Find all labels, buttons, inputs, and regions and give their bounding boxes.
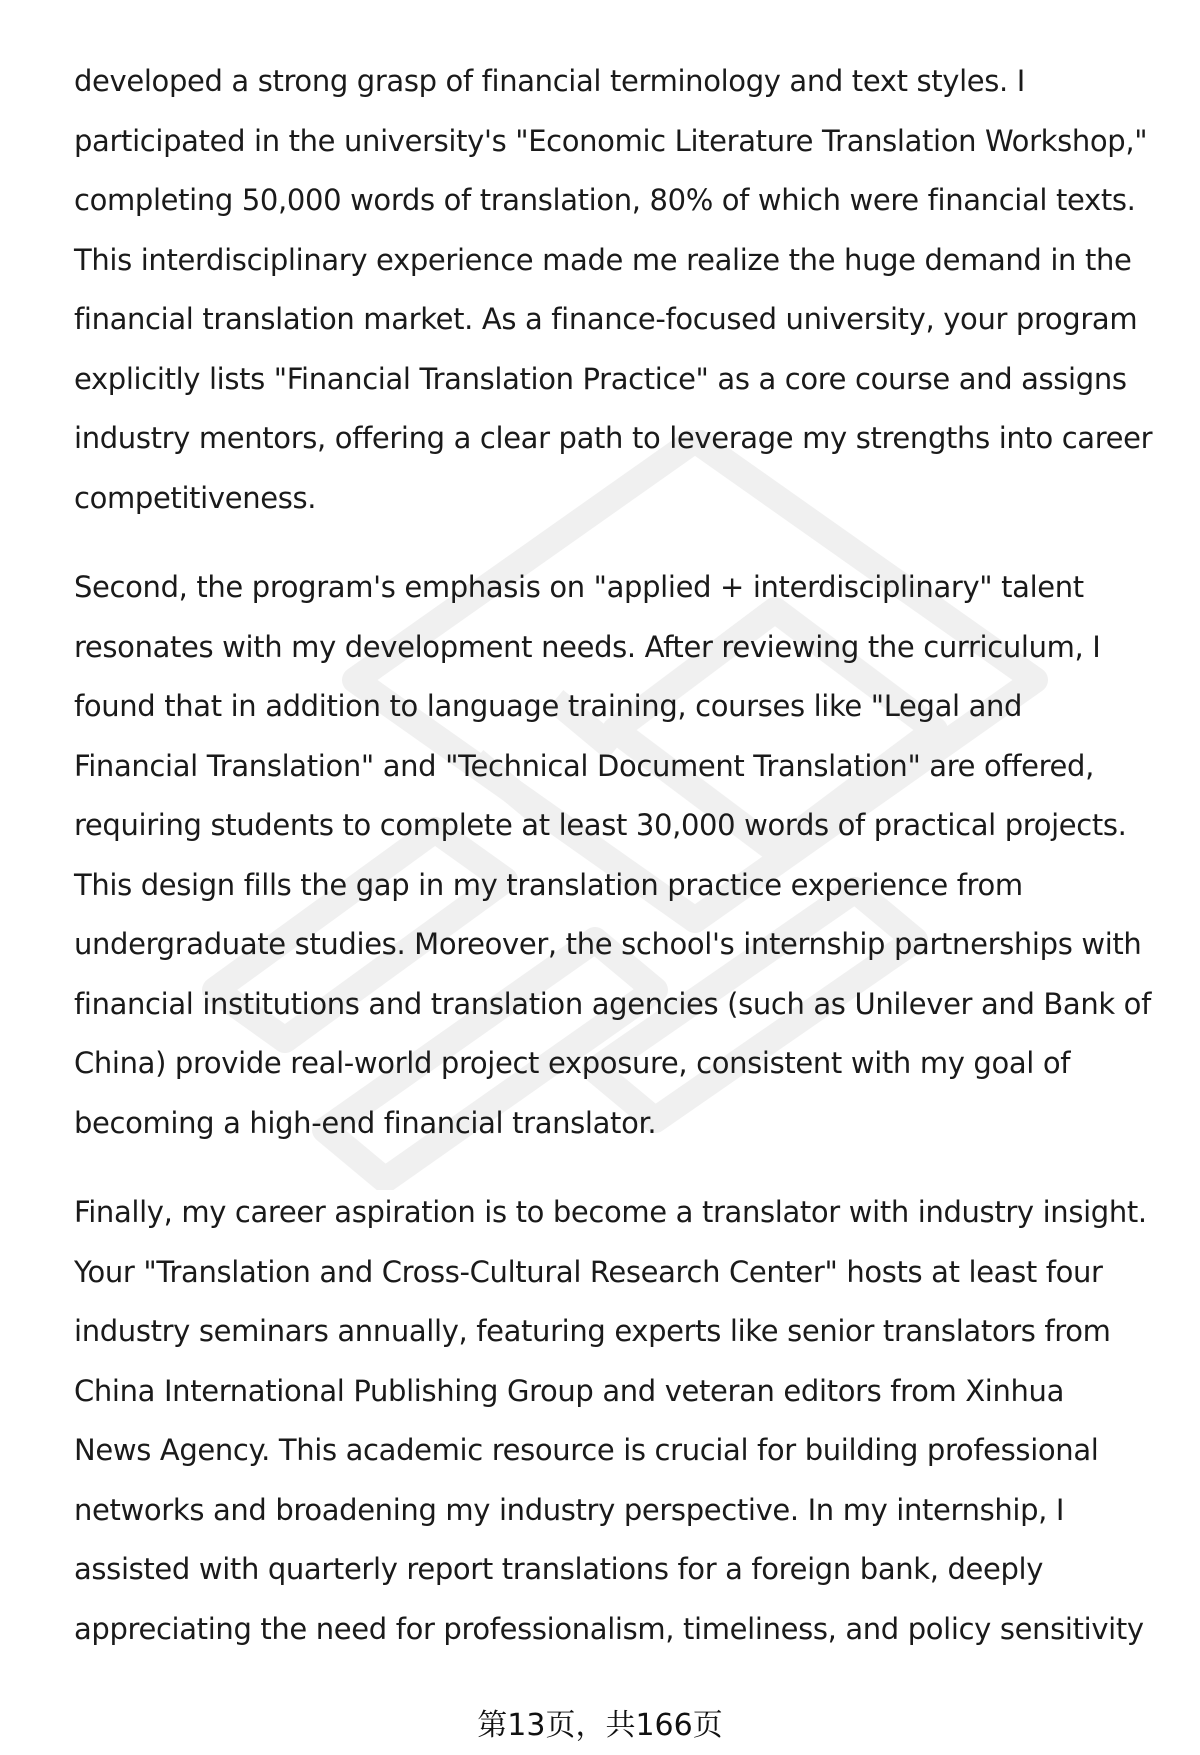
text-line: developed a strong grasp of financial terminology and text styles. I xyxy=(74,64,1025,98)
text-line: becoming a high-end financial translator. xyxy=(74,1105,657,1140)
text-line: explicitly lists "Financial Translation Practice" as a core course and assigns xyxy=(74,361,1127,396)
text-line: competitiveness. xyxy=(74,480,317,515)
text-line: assisted with quarterly report translations for a foreign bank, deeply xyxy=(74,1552,1044,1586)
page-number-footer: 第13页，共166页 xyxy=(477,1708,723,1743)
text-line: financial translation market. As a finance-focused university, your program xyxy=(74,302,1138,336)
text-line: Finally, my career aspiration is to become a translator with industry insight. xyxy=(74,1195,1147,1229)
text-line: participated in the university's "Economic Literature Translation Workshop," xyxy=(74,123,1148,158)
text-line: Your "Translation and Cross-Cultural Research Center" hosts at least four xyxy=(74,1254,1103,1289)
text-line: undergraduate studies. Moreover, the school's internship partnerships with xyxy=(74,927,1142,961)
text-line: industry seminars annually, featuring experts like senior translators from xyxy=(74,1314,1111,1348)
paragraph-2 xyxy=(74,558,1151,1153)
text-line: industry mentors, offering a clear path to leverage my strengths into career xyxy=(74,421,1153,455)
paragraph-1 xyxy=(74,52,1153,528)
text-line: requiring students to complete at least 30,000 words of practical projects. xyxy=(74,808,1127,842)
text-line: China International Publishing Group and veteran editors from Xinhua xyxy=(74,1373,1064,1408)
document-body xyxy=(74,52,1153,1689)
text-line: completing 50,000 words of translation, 80% of which were financial texts. xyxy=(74,183,1136,217)
text-line: appreciating the need for professionalism, timeliness, and policy sensitivity xyxy=(74,1611,1144,1646)
text-line: This interdisciplinary experience made me realize the huge demand in the xyxy=(74,242,1132,277)
text-line: Second, the program's emphasis on "applied + interdisciplinary" talent xyxy=(74,570,1084,604)
text-line: networks and broadening my industry perspective. In my internship, I xyxy=(74,1492,1065,1527)
text-line: This design fills the gap in my translation practice experience from xyxy=(74,867,1023,902)
paragraph-3 xyxy=(74,1183,1147,1659)
text-line: News Agency. This academic resource is crucial for building professional xyxy=(74,1433,1099,1467)
text-line: China) provide real-world project exposure, consistent with my goal of xyxy=(74,1046,1071,1080)
text-line: resonates with my development needs. After reviewing the curriculum, I xyxy=(74,629,1101,664)
text-line: Financial Translation" and "Technical Document Translation" are offered, xyxy=(74,748,1094,783)
text-line: found that in addition to language training, courses like "Legal and xyxy=(74,689,1023,723)
text-line: financial institutions and translation agencies (such as Unilever and Bank of xyxy=(74,986,1151,1021)
